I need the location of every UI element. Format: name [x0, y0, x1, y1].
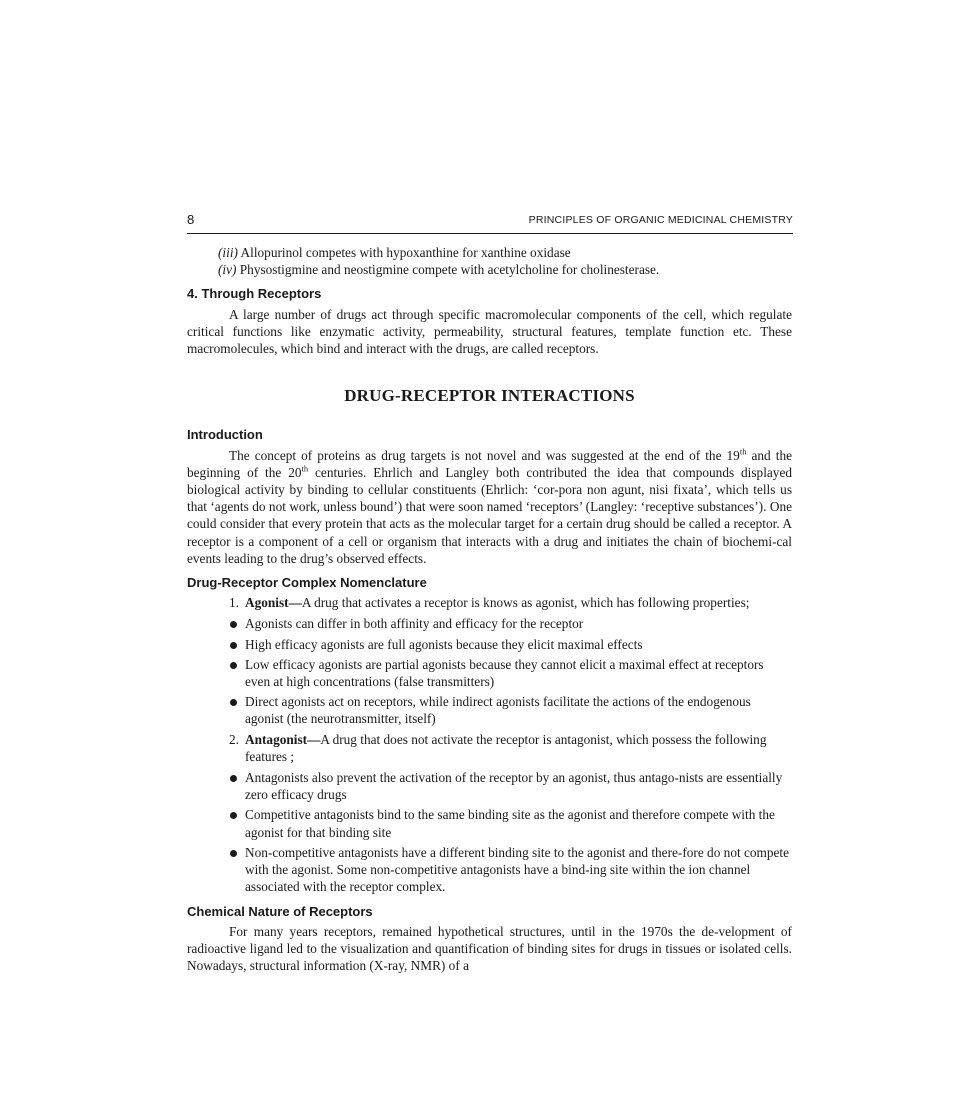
enum-marker: (iv)	[218, 262, 237, 278]
bullet-text: Antagonists also prevent the activation of the receptor by an agonist, thus antago-nists are essentially zero efficacy drugs	[245, 770, 783, 803]
bullet-icon	[229, 636, 245, 653]
item-number: 1.	[229, 595, 239, 611]
item-text	[245, 731, 792, 765]
bullet-text: Competitive antagonists bind to the same binding site as the agonist and therefore compete with the agonist for that binding site	[245, 807, 775, 840]
item-number: 2.	[229, 731, 239, 747]
page-header	[187, 212, 793, 234]
list-item	[187, 806, 792, 840]
intro-text-2: and the beginning of the 20	[187, 447, 792, 480]
chapter-title: DRUG-RECEPTOR INTERACTIONS	[344, 386, 635, 406]
list-item	[187, 615, 792, 632]
section-heading-chemical-nature: Chemical Nature of Receptors	[187, 903, 373, 919]
enum-text: Physostigmine and neostigmine compete with acetylcholine for cholinesterase.	[236, 262, 660, 278]
section-heading-nomenclature: Drug-Receptor Complex Nomenclature	[187, 575, 427, 591]
bullet-icon	[229, 806, 245, 840]
antagonist-definition: A drug that does not activate the receptor is antagonist, which possess the following features ;	[245, 731, 767, 764]
enum-item-iv	[187, 261, 792, 278]
page-content	[187, 244, 792, 974]
enum-item-iii	[187, 244, 792, 261]
list-item	[187, 769, 792, 803]
term-agonist: Agonist—	[245, 595, 302, 611]
list-item	[187, 636, 792, 653]
superscript-th: th	[739, 446, 747, 457]
page-number: 8	[187, 212, 195, 227]
bullet-icon	[229, 615, 245, 632]
enum-marker: (iii)	[218, 245, 238, 260]
list-item	[187, 693, 792, 727]
enum-text: Allopurinol competes with hypoxanthine for xanthine oxidase	[237, 245, 571, 260]
bullet-text: Agonists can differ in both affinity and efficacy for the receptor	[245, 616, 584, 632]
introduction-paragraph	[187, 447, 792, 567]
numbered-item-antagonist	[187, 731, 792, 765]
agonist-definition: A drug that activates a receptor is knows as agonist, which has following properties;	[301, 595, 750, 611]
term-antagonist: Antagonist—	[245, 731, 321, 747]
nomenclature-list	[187, 594, 792, 895]
numbered-item-agonist	[187, 594, 792, 611]
bullet-text: Non-competitive antagonists have a different binding site to the agonist and there-fore do not compete with the agonist. Some non-competitive antagonists have a bind-ing site within the ion channel associated with the receptor complex.	[245, 844, 790, 895]
receptors-paragraph: A large number of drugs act through specific macromolecular components of the cell, which regulate critical functions like enzymatic activity, permeability, structural features, template function etc. These macromolecules, which bind and interact with the drugs, are called receptors.	[187, 306, 792, 357]
superscript-th: th	[301, 463, 309, 474]
chemical-nature-paragraph: For many years receptors, remained hypothetical structures, until in the 1970s the de-velopment of radioactive ligand led to the visualization and quantification of binding sites for drugs in tissues or isolated cells. Nowadays, structural information (X-ray, NMR) of a	[187, 923, 792, 974]
bullet-text: Direct agonists act on receptors, while indirect agonists facilitate the actions of the endogenous agonist (the neurotransmitter, itself)	[245, 694, 751, 727]
item-text	[245, 594, 792, 611]
section-heading-introduction: Introduction	[187, 427, 263, 443]
bullet-icon	[229, 844, 245, 896]
bullet-icon	[229, 693, 245, 727]
bullet-icon	[229, 769, 245, 803]
bullet-text: High efficacy agonists are full agonists because they elicit maximal effects	[245, 636, 643, 652]
list-item	[187, 844, 792, 896]
list-item	[187, 656, 792, 690]
section-heading-receptors: 4. Through Receptors	[187, 286, 322, 302]
bullet-text: Low efficacy agonists are partial agonists because they cannot elicit a maximal effect at receptors even at high concentrations (false transmitters)	[245, 656, 764, 690]
intro-text-3: centuries. Ehrlich and Langley both contributed the idea that compounds displayed biological activity by binding to cellular constituents (Ehrlich: ‘cor-pora non agunt, nisi fixata’, which tells us that ‘agents do not work, unless bound’) that were soon named ‘receptors’ (Langley: ‘receptive substances’). One could consider that every protein that acts as the molecular target for a certain drug should be called a receptor. A receptor is a component of a cell or organism that interacts with a drug and initiates the chain of biochemi-cal events leading to the drug’s observed effects.	[187, 464, 792, 566]
intro-text-1: The concept of proteins as drug targets is not novel and was suggested at the end of the 19	[229, 447, 740, 463]
running-head: PRINCIPLES OF ORGANIC MEDICINAL CHEMISTRY	[528, 214, 793, 226]
bullet-icon	[229, 656, 245, 690]
